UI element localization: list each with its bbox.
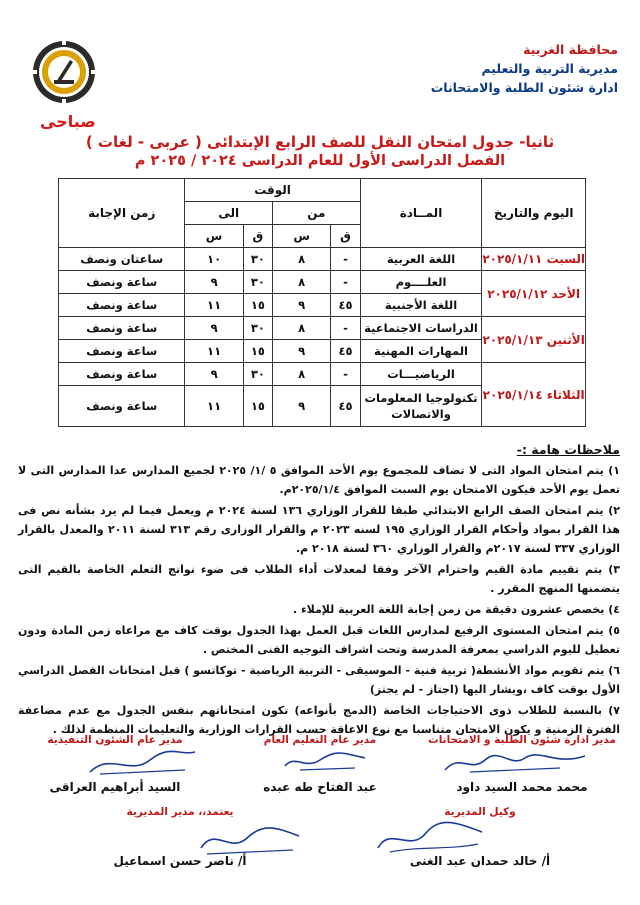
signature-scribble-icon bbox=[80, 746, 200, 780]
from-hours-cell: ٨ bbox=[273, 363, 331, 386]
table-row bbox=[59, 248, 586, 271]
signature-scribble-icon bbox=[440, 748, 590, 778]
to-minutes-cell: ٣٠ bbox=[243, 363, 272, 386]
from-minutes-cell: ٤٥ bbox=[331, 294, 360, 317]
exam-schedule-table bbox=[58, 178, 586, 427]
subject-cell: العلــــوم bbox=[360, 271, 482, 294]
from-minutes-cell: - bbox=[331, 363, 360, 386]
schedule-subtitle: الفصل الدراسى الأول للعام الدراسى ٢٠٢٤ / ٢٠٢٥ م bbox=[134, 153, 506, 169]
from-minutes-cell: - bbox=[331, 317, 360, 340]
important-notes bbox=[18, 442, 620, 741]
header-duration: زمن الإجابة bbox=[59, 179, 185, 248]
to-minutes-cell: ٣٠ bbox=[243, 271, 272, 294]
table-row bbox=[59, 317, 586, 340]
letterhead bbox=[431, 40, 618, 97]
subject-cell: اللغة الأجنبية bbox=[360, 294, 482, 317]
duration-cell: ساعة ونصف bbox=[59, 386, 185, 427]
schedule-title: ثانيا- جدول امتحان النقل للصف الرابع الإبتدائى ( عربى - لغات ) bbox=[85, 133, 555, 151]
header-time: الوقت bbox=[185, 179, 360, 202]
header-from-minutes: ق bbox=[331, 225, 360, 248]
directorate-name: مديرية التربية والتعليم bbox=[481, 61, 618, 76]
signature-scribble-icon bbox=[370, 818, 490, 858]
note-item: ٧) بالنسبة للطلاب ذوى الاحتياجات الخاصة (الدمج بأنواعه) تكون امتحاناتهم بنفس الجدول مع عدم مضاعفة الفترة الزمنية و يكون الامتحان متناسبا مع نوع الاعاقة حسب القرارات الوزارية والتعليمات المنظمة لذلك . bbox=[18, 704, 620, 736]
to-hours-cell: ١١ bbox=[185, 294, 243, 317]
subject-cell: اللغة العربية bbox=[360, 248, 482, 271]
subject-cell: تكنولوجيا المعلومات والاتصالات bbox=[360, 386, 482, 427]
shift-label: صباحى bbox=[40, 112, 96, 131]
note-item: ٤) يخصص عشرون دقيقة من زمن إجابة اللغة العربية للإملاء . bbox=[293, 603, 620, 616]
signature-name: محمد محمد السيد داود bbox=[456, 780, 588, 794]
from-hours-cell: ٨ bbox=[273, 248, 331, 271]
from-minutes-cell: ٤٥ bbox=[331, 340, 360, 363]
signature-title: وكيل المديرية bbox=[444, 806, 516, 818]
day-date-cell: الأحد ٢٠٢٥/١/١٢ bbox=[482, 271, 586, 317]
to-hours-cell: ١١ bbox=[185, 386, 243, 427]
duration-cell: ساعة ونصف bbox=[59, 271, 185, 294]
to-hours-cell: ١٠ bbox=[185, 248, 243, 271]
header-to: الى bbox=[185, 202, 273, 225]
to-minutes-cell: ١٥ bbox=[243, 294, 272, 317]
signature-title: يعتمد،، مدير المديرية bbox=[126, 806, 234, 818]
day-date-cell: الثلاثاء ٢٠٢٥/١/١٤ bbox=[482, 363, 586, 427]
signature-name: أ/ خالد حمدان عبد الغنى bbox=[409, 854, 551, 868]
governorate-name: محافظة الغربية bbox=[523, 42, 618, 57]
governorate-logo-icon bbox=[30, 38, 98, 106]
duration-cell: ساعتان ونصف bbox=[59, 248, 185, 271]
signature-scribble-icon bbox=[280, 746, 370, 776]
from-minutes-cell: - bbox=[331, 271, 360, 294]
header-to-hours: س bbox=[185, 225, 243, 248]
signature-title: مدير عام الشئون التنفيذية bbox=[47, 734, 183, 746]
signature-name: السيد أبراهيم العراقى bbox=[49, 780, 181, 794]
note-item: ٦) يتم تقويم مواد الأنشطة( تربية فنية - الموسيقى - التربية الرياضية - توكاتسو ) قبل امتحانات الفصل الدراسي الأول بوقت كاف ،ويشار اليها (اجتاز - لم يجتز) bbox=[18, 664, 620, 696]
department-name: ادارة شئون الطلبة والامتحانات bbox=[430, 80, 618, 95]
to-minutes-cell: ٣٠ bbox=[243, 248, 272, 271]
duration-cell: ساعة ونصف bbox=[59, 317, 185, 340]
from-hours-cell: ٩ bbox=[273, 294, 331, 317]
header-from: من bbox=[273, 202, 361, 225]
to-minutes-cell: ١٥ bbox=[243, 340, 272, 363]
to-hours-cell: ٩ bbox=[185, 363, 243, 386]
day-date-cell: السبت ٢٠٢٥/١/١١ bbox=[482, 248, 586, 271]
day-date-cell: الأثنين ٢٠٢٥/١/١٣ bbox=[482, 317, 586, 363]
duration-cell: ساعة ونصف bbox=[59, 340, 185, 363]
to-minutes-cell: ١٥ bbox=[243, 386, 272, 427]
signature-title: مدير عام التعليم العام bbox=[263, 734, 377, 746]
from-hours-cell: ٩ bbox=[273, 386, 331, 427]
subject-cell: المهارات المهنية bbox=[360, 340, 482, 363]
duration-cell: ساعة ونصف bbox=[59, 294, 185, 317]
header-subject: المــادة bbox=[360, 179, 482, 248]
signature-scribble-icon bbox=[195, 820, 305, 860]
to-hours-cell: ١١ bbox=[185, 340, 243, 363]
from-minutes-cell: ٤٥ bbox=[331, 386, 360, 427]
from-hours-cell: ٩ bbox=[273, 340, 331, 363]
signature-name: أ/ ناصر حسن اسماعيل bbox=[113, 854, 247, 868]
table-row bbox=[59, 271, 586, 294]
note-item: ٢) يتم امتحان الصف الرابع الابتدائي طبقا للقرار الوزاري ١٣٦ لسنة ٢٠٢٤ م ويعمل فيما لم يرد بشأنه نص فى هذا القرار بمواد وأحكام القرار الوزاري ١٩٥ لسنه ٢٠٢٣ م والقرار الوزارى رقم ٣١٣ لسنة ٢٠١١ والمعدل بالقرار الوزاري ٣٣٧ لسنة ٢٠١٧م والقرار الوزاري ٣٦٠ لسنة ٢٠١٨ م. bbox=[18, 504, 620, 555]
from-hours-cell: ٨ bbox=[273, 317, 331, 340]
note-item: ٥) يتم امتحان المستوى الرفيع لمدارس اللغات قبل العمل بهذا الجدول بوقت كاف مع مراعاه زمن المادة ودون تعطيل لليوم الدراسي بمعرفة المدرسة وتحت اشراف التوجيه الفنى المختص . bbox=[18, 624, 620, 656]
from-minutes-cell: - bbox=[331, 248, 360, 271]
header-to-minutes: ق bbox=[243, 225, 272, 248]
subject-cell: الرياضيـــات bbox=[360, 363, 482, 386]
duration-cell: ساعة ونصف bbox=[59, 363, 185, 386]
note-item: ٣) يتم تقييم مادة القيم واحترام الآخر وفقا لمعدلات أداء الطلاب فى ضوء نواتج التعلم الخاصة بالقيم التى يتضمنها المنهج المقرر . bbox=[18, 563, 620, 595]
subject-cell: الدراسات الاجتماعية bbox=[360, 317, 482, 340]
header-day: اليوم والتاريخ bbox=[482, 179, 586, 248]
signature-name: عبد الفتاح طه عبده bbox=[263, 780, 377, 794]
signature-title: مدير ادارة شئون الطلبة و الامتحانات bbox=[428, 734, 616, 746]
table-row bbox=[59, 363, 586, 386]
notes-heading: ملاحظات هامة :- bbox=[516, 442, 620, 457]
to-hours-cell: ٩ bbox=[185, 271, 243, 294]
to-minutes-cell: ٣٠ bbox=[243, 317, 272, 340]
note-item: ١) يتم امتحان المواد التى لا تضاف للمجموع يوم الأحد الموافق ٥ /١/ ٢٠٢٥ لجميع المدارس عدا المدارس التى لا تعمل يوم الأحد فيكون الامتحان يوم السبت الموافق ٢٠٢٥/١/٤م. bbox=[18, 464, 620, 496]
to-hours-cell: ٩ bbox=[185, 317, 243, 340]
header-from-hours: س bbox=[273, 225, 331, 248]
from-hours-cell: ٨ bbox=[273, 271, 331, 294]
